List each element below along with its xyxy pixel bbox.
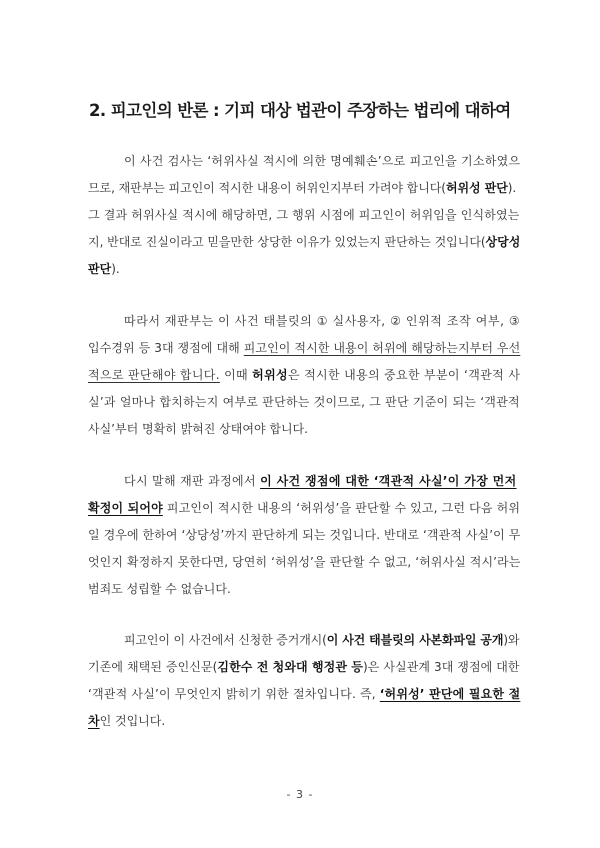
text-span: 범죄도 성립할 수 없습니다. bbox=[88, 582, 231, 596]
text-span: 다시 말해 재판 과정에서 이 사건 쟁점에 대한 ‘객관적 사실’이 가장 먼저 bbox=[124, 474, 517, 488]
text-line bbox=[88, 654, 520, 681]
bold-underlined-span: 확정이 되어야 bbox=[88, 501, 163, 515]
bold-span: 이 사건 태블릿의 사본화파일 공개 bbox=[326, 633, 504, 647]
text-span: 그 결과 허위사실 적시에 해당하면, 그 행위 시점에 피고인이 허위임을 인식하였는 bbox=[88, 208, 520, 222]
text-span: 판단). bbox=[88, 262, 120, 276]
bold-span: 김한수 전 청와대 행정관 등 bbox=[217, 660, 363, 674]
bold-underlined-span: 차 bbox=[88, 714, 100, 728]
bold-underlined-span: ‘허위성’ 판단에 필요한 절 bbox=[379, 687, 521, 701]
paragraph-2 bbox=[88, 308, 520, 443]
underlined-span: 피고인이 적시한 내용이 허위에 해당하는지부터 우선 bbox=[243, 341, 521, 355]
bold-span: 상당성 bbox=[485, 235, 521, 249]
text-line bbox=[88, 389, 520, 416]
text-span: 실’과 얼마나 합치하는지 여부로 판단하는 것이므로, 그 판단 기준이 되는 ‘객관적 bbox=[88, 395, 520, 409]
text-span: 지, 반대로 진실이라고 믿을만한 상당한 이유가 있었는지 판단하는 것입니다(상당성 bbox=[88, 235, 521, 249]
paragraph-4 bbox=[88, 627, 520, 735]
text-span: 확정이 되어야 피고인이 적시한 내용의 ‘허위성’을 판단할 수 있고, 그런 다음 허위 bbox=[88, 501, 521, 515]
text-line bbox=[88, 202, 520, 229]
text-span: 기존에 채택된 증인신문(김한수 전 청와대 행정관 등)은 사실관계 3대 쟁점에 대한 bbox=[88, 660, 520, 674]
page-number: - 3 - bbox=[286, 788, 314, 801]
bold-underlined-span: 이 사건 쟁점에 대한 ‘객관적 사실’이 가장 먼저 bbox=[260, 474, 517, 488]
text-span: 차인 것입니다. bbox=[88, 714, 166, 728]
text-span: 일 경우에 한하여 ‘상당성’까지 판단하게 되는 것입니다. 반대로 ‘객관적 사실’이 무 bbox=[88, 528, 521, 542]
text-line bbox=[88, 416, 520, 443]
text-line bbox=[88, 549, 520, 576]
text-span: 엇인지 확정하지 못한다면, 당연히 ‘허위성’을 판단할 수 없고, ‘허위사실 적시’라는 bbox=[88, 555, 521, 569]
text-line bbox=[88, 708, 520, 735]
text-span: 피고인이 이 사건에서 신청한 증거개시(이 사건 태블릿의 사본화파일 공개)와 bbox=[124, 633, 520, 647]
text-line bbox=[88, 576, 520, 603]
bold-span: 판단 bbox=[88, 262, 112, 276]
bold-span: 허위성 bbox=[252, 368, 288, 382]
text-line bbox=[88, 362, 520, 389]
text-span: 므로, 재판부는 피고인이 적시한 내용이 허위인지부터 가려야 합니다(허위성 판단). bbox=[88, 181, 517, 195]
text-line bbox=[88, 229, 520, 256]
paragraph-1 bbox=[88, 148, 520, 283]
text-line bbox=[88, 681, 520, 708]
underlined-span: 적으로 판단해야 합니다. bbox=[88, 368, 220, 382]
text-line bbox=[88, 335, 520, 362]
text-span: 적으로 판단해야 합니다. 이때 허위성은 적시한 내용의 중요한 부분이 ‘객관적 사 bbox=[88, 368, 521, 382]
text-line bbox=[88, 495, 520, 522]
text-span: ‘객관적 사실’이 무엇인지 밝히기 위한 절차입니다. 즉, ‘허위성’ 판단에 필요한 절 bbox=[88, 687, 521, 701]
text-span: 따라서 재판부는 이 사건 태블릿의 ① 실사용자, ② 인위적 조작 여부, ③ bbox=[124, 314, 521, 328]
text-line bbox=[88, 256, 520, 283]
text-line bbox=[88, 148, 520, 175]
text-line bbox=[88, 175, 520, 202]
paragraph-3 bbox=[88, 468, 520, 603]
text-span: 입수경위 등 3대 쟁점에 대해 피고인이 적시한 내용이 허위에 해당하는지부터 우선 bbox=[88, 341, 521, 355]
text-span: 사실’부터 명확히 밝혀진 상태여야 합니다. bbox=[88, 422, 308, 436]
bold-span: 허위성 판단 bbox=[445, 181, 508, 195]
text-line bbox=[88, 627, 520, 654]
text-line bbox=[88, 308, 520, 335]
text-line bbox=[88, 522, 520, 549]
text-line bbox=[88, 468, 520, 495]
section-heading: 2. 피고인의 반론 : 기피 대상 법관이 주장하는 법리에 대하여 bbox=[89, 101, 511, 120]
text-span: 이 사건 검사는 ‘허위사실 적시에 의한 명예훼손’으로 피고인을 기소하였으 bbox=[124, 154, 521, 168]
